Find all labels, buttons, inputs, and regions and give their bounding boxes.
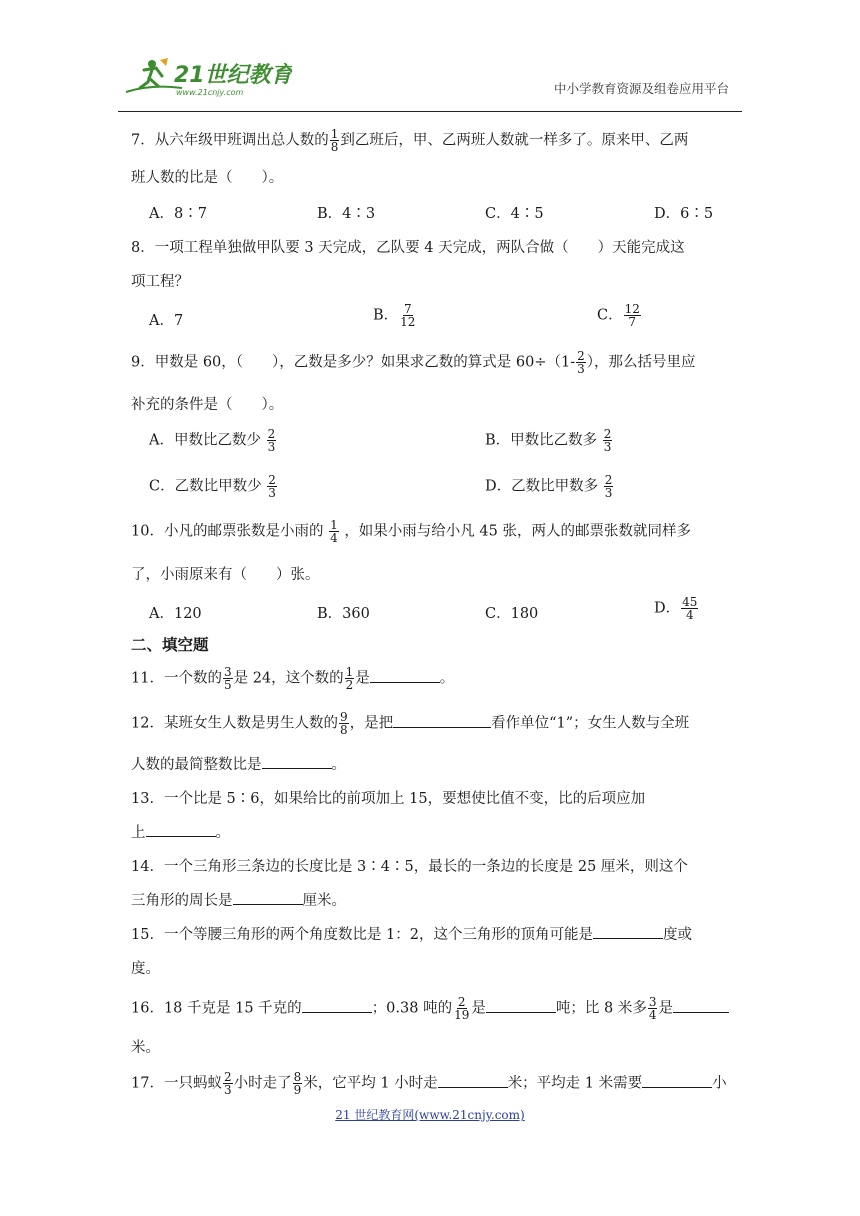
- q16-line2: 米。: [131, 1040, 160, 1056]
- answer-blank[interactable]: [146, 822, 216, 837]
- answer-blank[interactable]: [438, 1073, 508, 1088]
- footer-link[interactable]: 21 世纪教育网(www.21cnjy.com): [335, 1108, 525, 1122]
- answer-blank[interactable]: [486, 998, 556, 1013]
- section-title-fill-in: 二、填空题: [131, 636, 209, 654]
- q8-line1: 8．一项工程单独做甲队要 3 天完成，乙队要 4 天完成，两队合做（ ）天能完成这: [131, 240, 685, 256]
- q10-option-b[interactable]: B．360: [317, 606, 370, 622]
- svg-text:21世纪教育: 21世纪教育: [174, 63, 292, 88]
- q10-option-c[interactable]: C．180: [485, 606, 539, 622]
- q8-option-b[interactable]: B． $\frac{7}{12}$: [373, 302, 416, 329]
- q9-option-b[interactable]: B．甲数比乙数多 $\frac{2}{3}$: [485, 427, 612, 454]
- q13-line1: 13．一个比是 5∶6，如果给比的前项加上 15，要想使比值不变，比的后项应加: [131, 791, 646, 807]
- q9-line2: 补充的条件是（ ）。: [131, 397, 284, 413]
- q9-option-d[interactable]: D．乙数比甲数多 $\frac{2}{3}$: [485, 473, 613, 500]
- platform-name: 中小学教育资源及组卷应用平台: [553, 81, 729, 96]
- answer-blank[interactable]: [262, 754, 332, 769]
- q9-line1: 9．甲数是 60，（ ），乙数是多少？如果求乙数的算式是 60÷（1- $\frac{2}{3}$ ），那么括号里应: [131, 349, 696, 376]
- q7-option-d[interactable]: D．6∶5: [654, 206, 714, 222]
- q8-line2: 项工程？: [131, 274, 189, 290]
- answer-blank[interactable]: [302, 998, 372, 1013]
- q15-line2: 度。: [131, 961, 160, 977]
- fraction: $\frac{1}{8}$: [330, 127, 339, 154]
- q13-line2: 上 。: [131, 821, 230, 842]
- q14-line2: 三角形的周长是 厘米。: [131, 889, 346, 910]
- q10-option-d[interactable]: D． $\frac{45}{4}$: [654, 595, 698, 622]
- answer-blank[interactable]: [233, 890, 303, 905]
- answer-blank[interactable]: [593, 924, 663, 939]
- q10-line1: 10．小凡的邮票张数是小雨的 $\frac{1}{4}$ ，如果小雨与给小凡 45 张，两人的邮票张数就同样多: [131, 518, 691, 545]
- q14-line1: 14．一个三角形三条边的长度比是 3∶4∶5，最长的一条边的长度是 25 厘米，则这个: [131, 859, 688, 875]
- svg-text:www.21cnjy.com: www.21cnjy.com: [176, 88, 244, 97]
- q9-option-a[interactable]: A．甲数比乙数少 $\frac{2}{3}$: [149, 427, 276, 454]
- q7-line2: 班人数的比是（ ）。: [131, 170, 284, 186]
- q8-option-a[interactable]: A．7: [149, 313, 184, 329]
- q7-option-c[interactable]: C．4∶5: [485, 206, 544, 222]
- q12-line1: 12．某班女生人数是男生人数的 $\frac{9}{8}$ ，是把 看作单位“1”；女生人数与全班: [131, 710, 690, 737]
- q15-line1: 15．一个等腰三角形的两个角度数比是 1：2，这个三角形的顶角可能是 度或: [131, 923, 692, 944]
- q7-option-b[interactable]: B．4∶3: [317, 206, 376, 222]
- q10-line2: 了，小雨原来有（ ）张。: [131, 567, 320, 583]
- q9-option-c[interactable]: C．乙数比甲数少 $\frac{2}{3}$: [149, 473, 276, 500]
- q7-line1: 7．从六年级甲班调出总人数的 $\frac{1}{8}$ 到乙班后，甲、乙两班人数就一样多了。原来甲、乙两: [131, 127, 689, 154]
- q12-line2: 人数的最简整数比是 。: [131, 753, 346, 774]
- q16-line1: 16．18 千克是 15 千克的 ；0.38 吨的 $\frac{2}{19}$ 是 吨；比 8 米多 $\frac{3}{4}$ 是: [131, 996, 729, 1021]
- answer-blank[interactable]: [393, 713, 491, 728]
- q11-line: 11．一个数的 $\frac{3}{5}$ 是 24，这个数的 $\frac{1}{2}$ 是 。: [131, 665, 455, 692]
- header-divider: [118, 111, 742, 112]
- q7-option-a[interactable]: A．8∶7: [149, 206, 207, 222]
- answer-blank[interactable]: [673, 998, 729, 1013]
- answer-blank[interactable]: [370, 668, 440, 683]
- answer-blank[interactable]: [642, 1073, 712, 1088]
- q8-option-c[interactable]: C． $\frac{12}{7}$: [597, 302, 640, 329]
- q10-option-a[interactable]: A．120: [149, 606, 202, 622]
- q17-line1: 17．一只蚂蚁 $\frac{2}{3}$ 小时走了 $\frac{8}{9}$ 米，它平均 1 小时走 米；平均走 1 米需要 小: [131, 1070, 727, 1097]
- site-logo: [122, 54, 292, 100]
